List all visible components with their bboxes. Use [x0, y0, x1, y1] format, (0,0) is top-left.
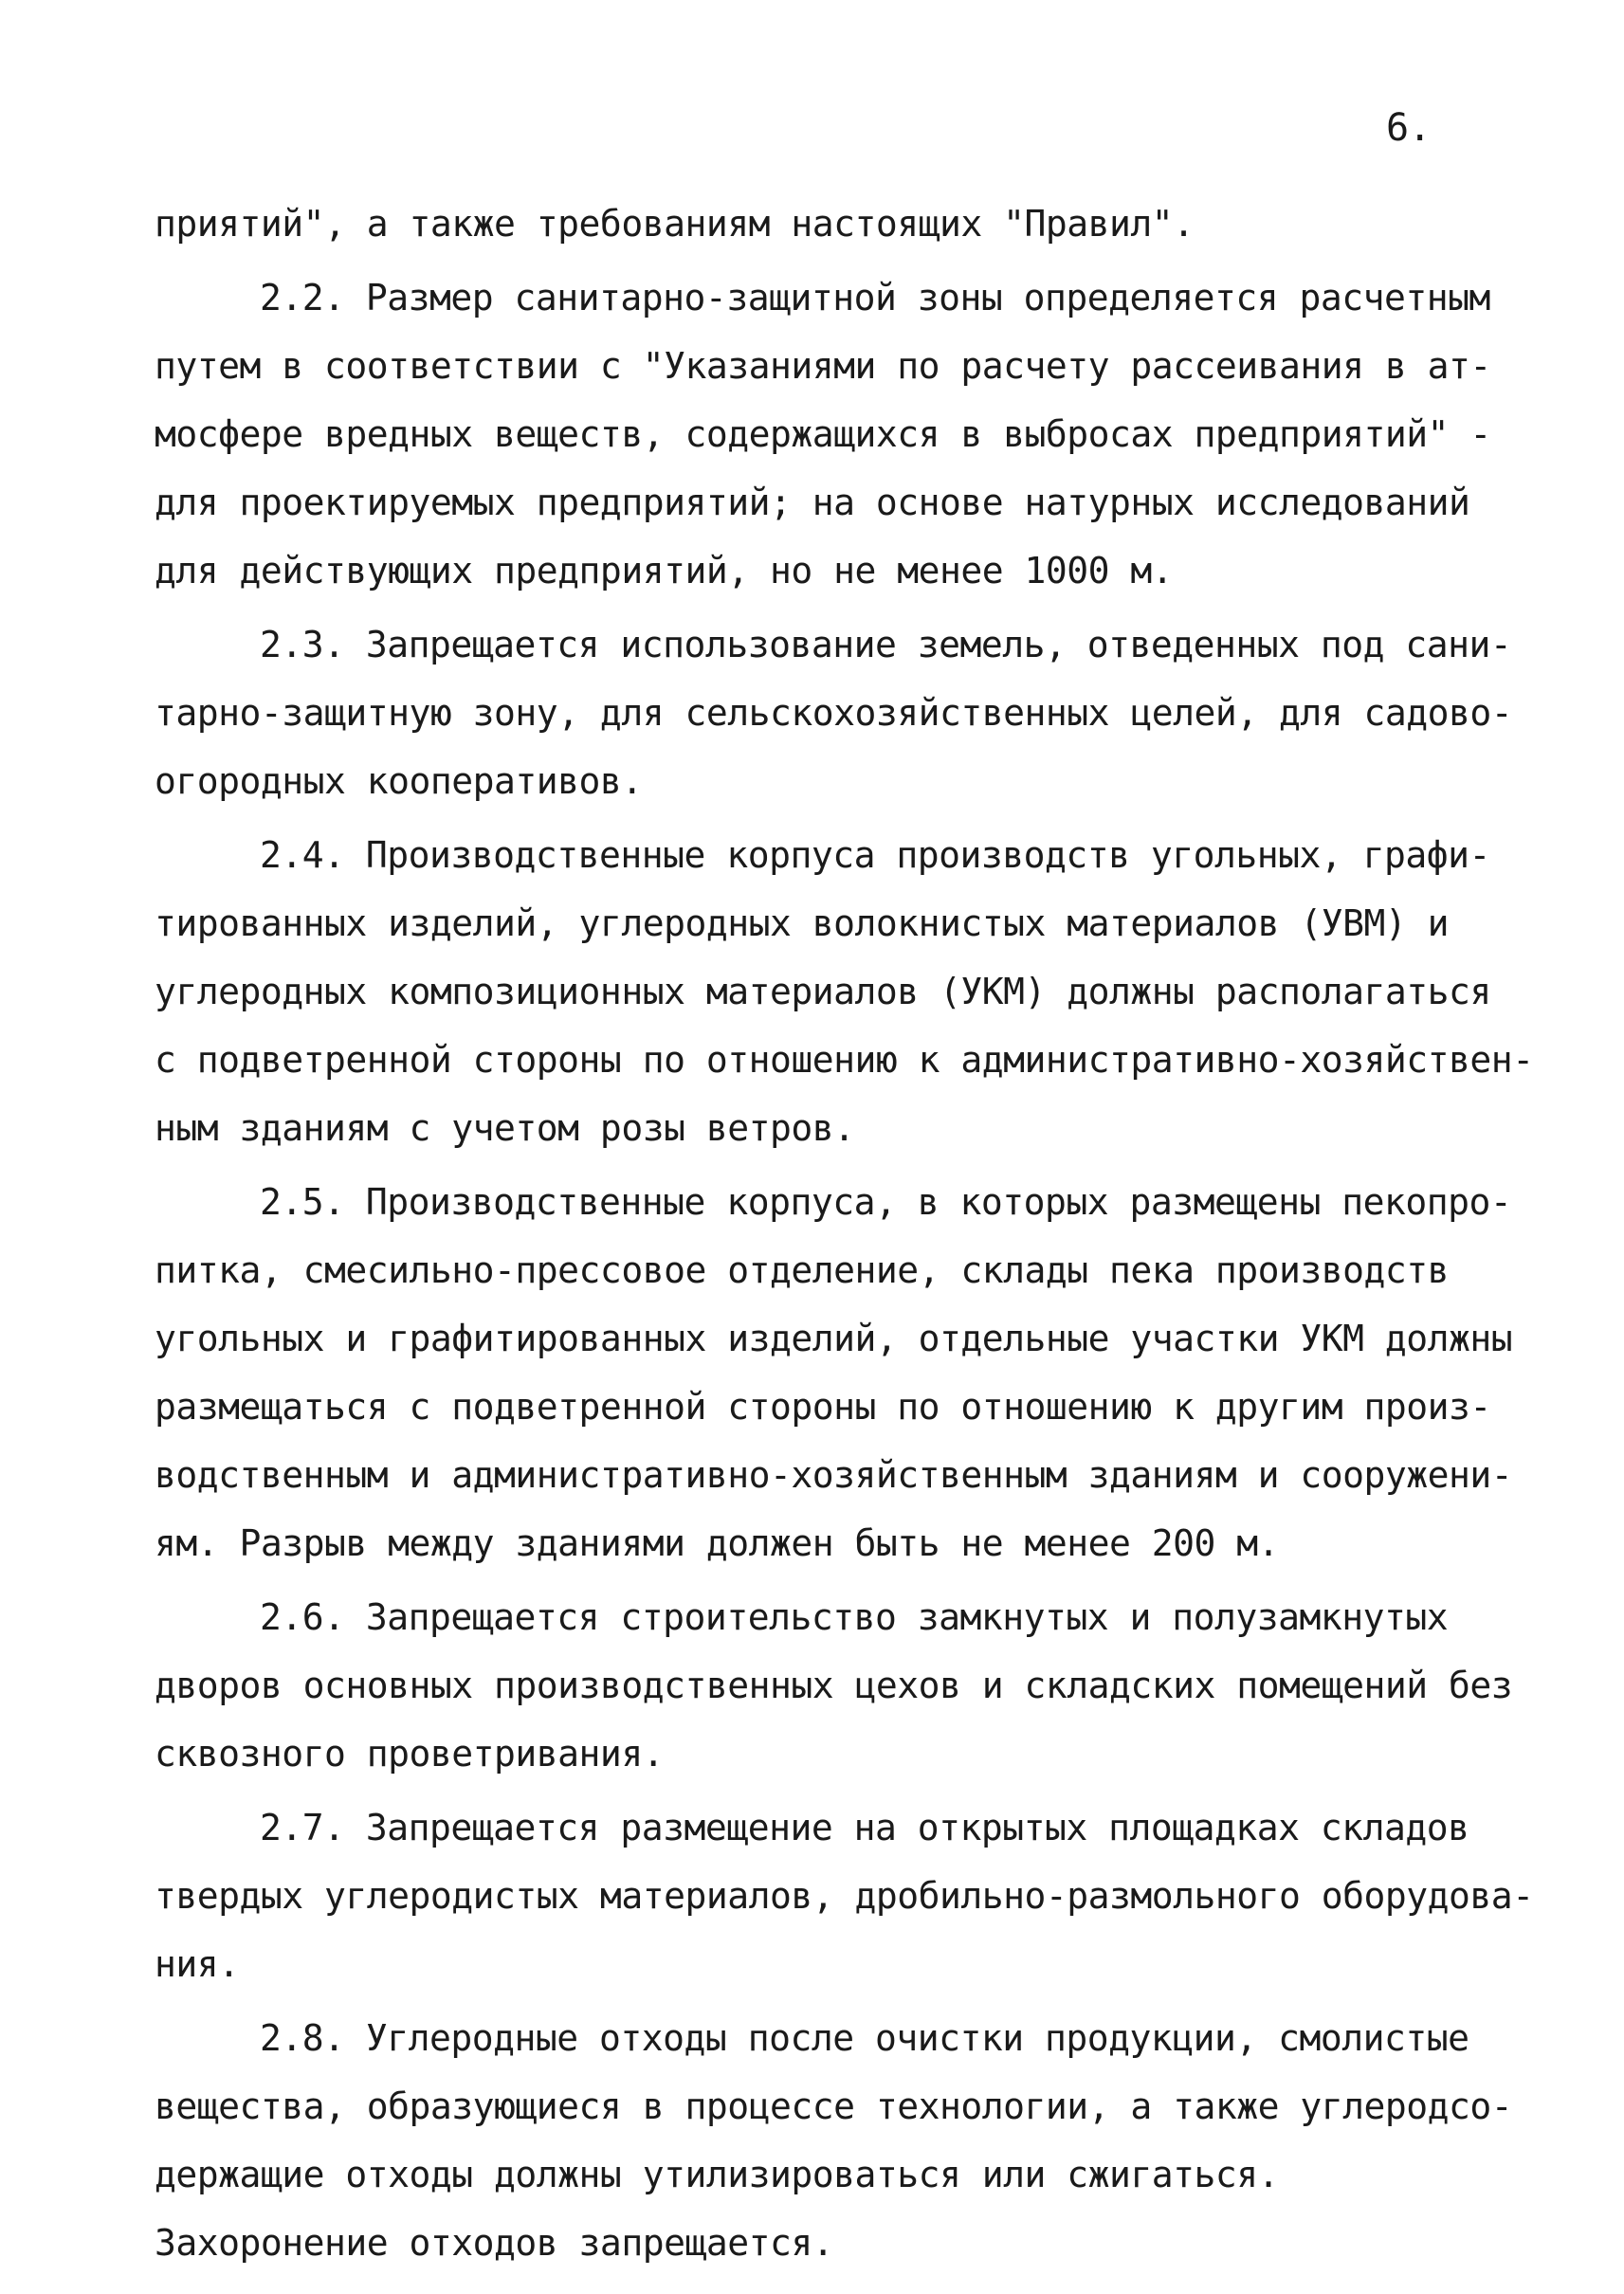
text-line: углеродных композиционных материалов (УКМ) должны располагаться — [155, 971, 1491, 1012]
text-line: твердых углеродистых материалов, дробильно-размольного оборудова- — [155, 1875, 1534, 1917]
text-line: ям. Разрыв между зданиями должен быть не менее 200 м. — [155, 1522, 1280, 1564]
text-line: ния. — [155, 1943, 240, 1985]
paragraph-2-4-line: 2.4. Производственные корпуса производств угольных, графи- — [260, 834, 1490, 876]
text-line: путем в соответствии с "Указаниями по расчету рассеивания в ат- — [155, 345, 1491, 387]
paragraph-2-3-line: 2.3. Запрещается использование земель, отведенных под сани- — [260, 624, 1512, 665]
paragraph-2-8-line: 2.8. Углеродные отходы после очистки продукции, смолистые — [260, 2017, 1469, 2059]
text-line: угольных и графитированных изделий, отдельные участки УКМ должны — [155, 1318, 1513, 1359]
text-line: Захоронение отходов запрещается. — [155, 2222, 834, 2264]
text-line: сквозного проветривания. — [155, 1733, 665, 1775]
text-line: держащие отходы должны утилизироваться или сжигаться. — [155, 2154, 1280, 2195]
paragraph-2-6-line: 2.6. Запрещается строительство замкнутых и полузамкнутых — [260, 1596, 1449, 1638]
text-line: дворов основных производственных цехов и складских помещений без — [155, 1665, 1513, 1706]
paragraph-2-7-line: 2.7. Запрещается размещение на открытых площадках складов — [260, 1807, 1469, 1848]
document-body — [155, 190, 1534, 2277]
text-line: питка, смесильно-прессовое отделение, склады пека производств — [155, 1249, 1450, 1291]
text-line: для проектируемых предприятий; на основе натурных исследований — [155, 482, 1470, 523]
page-number: 6. — [1386, 106, 1432, 150]
text-line: тарно-защитную зону, для сельскохозяйственных целей, для садово- — [155, 692, 1513, 734]
text-line: для действующих предприятий, но не менее 1000 м. — [155, 550, 1174, 592]
text-line: мосфере вредных веществ, содержащихся в выбросах предприятий" - — [155, 413, 1491, 455]
text-line: с подветренной стороны по отношению к административно-хозяйствен- — [155, 1039, 1534, 1081]
paragraph-2-5-line: 2.5. Производственные корпуса, в которых размещены пекопро- — [260, 1181, 1512, 1223]
text-line: огородных кооперативов. — [155, 760, 643, 802]
text-line: приятий", а также требованиям настоящих "Правил". — [155, 203, 1195, 245]
text-line: водственным и административно-хозяйственным зданиям и сооружени- — [155, 1454, 1513, 1496]
text-line: вещества, образующиеся в процессе технологии, а также углеродсо- — [155, 2085, 1513, 2127]
text-line: ным зданиям с учетом розы ветров. — [155, 1107, 855, 1149]
text-line: тированных изделий, углеродных волокнистых материалов (УВМ) и — [155, 902, 1450, 944]
paragraph-2-2-line: 2.2. Размер санитарно-защитной зоны определяется расчетным — [260, 277, 1490, 319]
text-line: размещаться с подветренной стороны по отношению к другим произ- — [155, 1386, 1491, 1428]
